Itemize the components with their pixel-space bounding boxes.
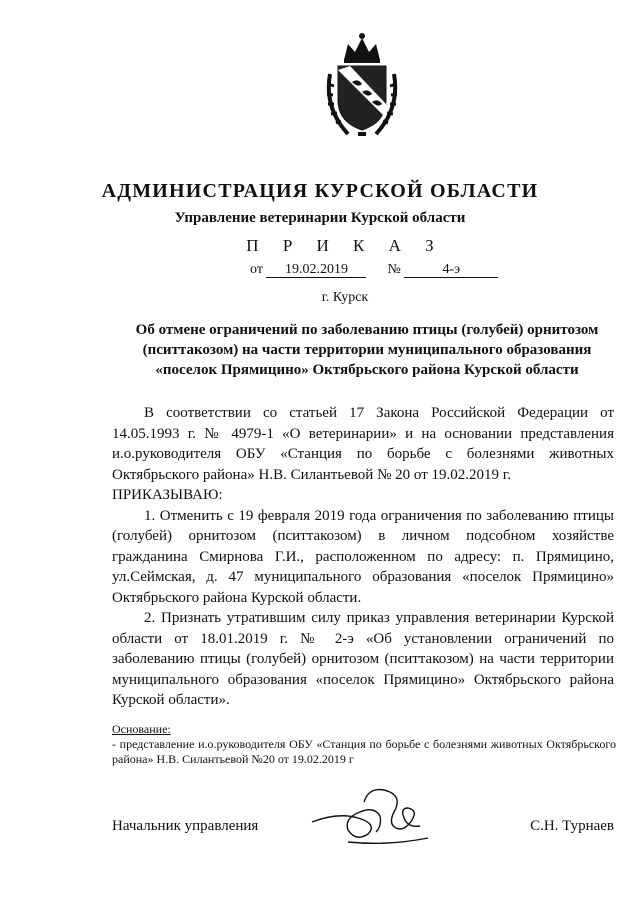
order-word: ПРИКАЗЫВАЮ: bbox=[112, 487, 223, 503]
document-number: 4-э bbox=[404, 262, 498, 278]
basis-label: Основание: bbox=[112, 722, 171, 736]
date-prefix: от bbox=[250, 262, 263, 277]
organization-title: АДМИНИСТРАЦИЯ КУРСКОЙ ОБЛАСТИ bbox=[101, 180, 539, 202]
document-heading: Об отмене ограничений по заболеванию птицы (голубей) орнитозом (пситтакозом) на части территории муниципального образования «поселок Прямицино» Октябрьского района Курской области bbox=[135, 322, 599, 378]
signatory-position: Начальник управления bbox=[112, 818, 259, 834]
document-date: 19.02.2019 bbox=[266, 262, 366, 278]
document-type: П Р И К А З bbox=[246, 236, 444, 255]
city: г. Курск bbox=[321, 290, 369, 305]
number-sign: № bbox=[387, 262, 401, 277]
handwritten-signature bbox=[308, 782, 433, 850]
coat-of-arms-icon bbox=[322, 30, 402, 138]
date-number-line bbox=[250, 262, 498, 278]
intro-paragraph: В соответствии со статьей 17 Закона Российской Федерации от 14.05.1993 г. № 4979-1 «О ветеринарии» и на основании представления и.о.руководителя ОБУ «Станция по борьбе с болезнями животных Октябрьского района» Н.В. Силантьевой № 20 от 19.02.2019 г. bbox=[112, 405, 614, 483]
order-item-2: 2. Признать утратившим силу приказ управления ветеринарии Курской области от 18.01.2019 г. № 2-э «Об установлении ограничений по заболеванию птицы (голубей) орнитозом (пситтакозом) на части территории муниципального образования «поселок Прямицино» Октябрьского района Курской области». bbox=[112, 610, 614, 708]
basis-text: - представление и.о.руководителя ОБУ «Станция по борьбе с болезнями животных Октябрьского района» Н.В. Силантьевой №20 от 19.02.2019 г bbox=[112, 737, 616, 766]
signatory-name: С.Н. Турнаев bbox=[530, 818, 614, 834]
document-body bbox=[112, 403, 614, 711]
department-name: Управление ветеринарии Курской области bbox=[174, 210, 466, 226]
order-item-1: 1. Отменить с 19 февраля 2019 года ограничения по заболеванию птицы (голубей) орнитозом (пситтакозом) в личном подсобном хозяйстве гражданина Смирнова Г.И., расположенном по адресу: п. Прямицино, ул.Сеймская, д. 47 муниципального образования «поселок Прямицино» Октябрьского района Курской области. bbox=[112, 507, 614, 606]
